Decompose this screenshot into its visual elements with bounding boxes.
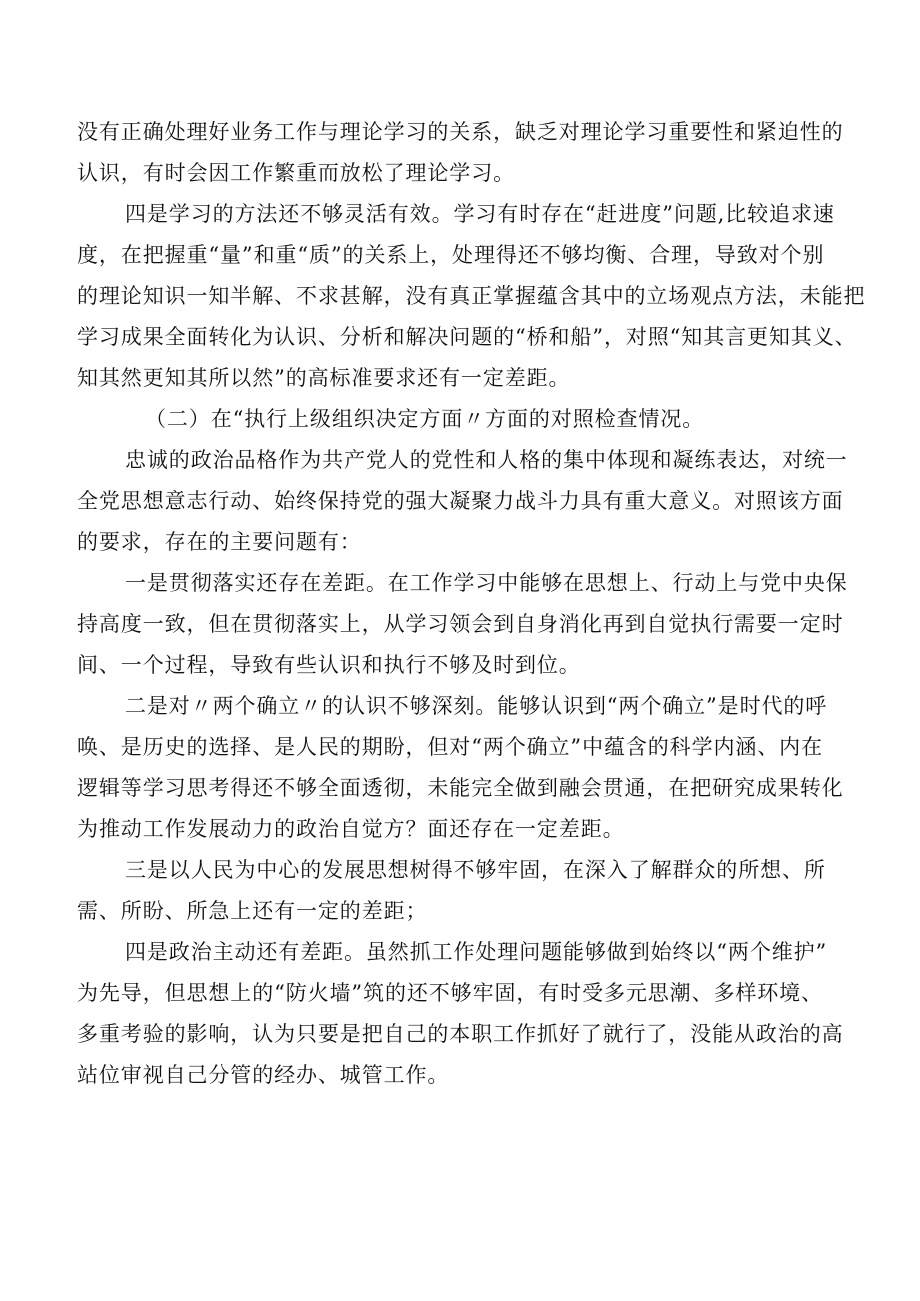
text-line: 逻辑等学习思考得还不够全面透彻，未能完全做到融会贯通，在把研究成果转化 [77, 776, 844, 800]
text-line: 的要求，存在的主要问题有： [77, 530, 362, 554]
text-line: 认识，有时会因工作繁重而放松了理论学习。 [77, 161, 515, 185]
paragraph-start-line: 三是以人民为中心的发展思想树得不够牢固，在深入了解群众的所想、所 [125, 858, 826, 882]
document-body [77, 112, 866, 1096]
text-line: 度，在把握重“量”和重“质”的关系上，处理得还不够均衡、合理，导致对个别 [77, 243, 825, 267]
text-line: 站位审视自己分管的经办、城管工作。 [77, 1063, 450, 1087]
paragraph-start-line: 忠诚的政治品格作为共产党人的党性和人格的集中体现和凝练表达，对统一 [125, 448, 848, 472]
text-line: 持高度一致，但在贯彻落实上，从学习领会到自身消化再到自觉执行需要一定时 [77, 612, 844, 636]
paragraph-start-line: 四是政治主动还有差距。虽然抓工作处理问题能够做到始终以“两个维护” [125, 940, 828, 964]
text-line: 全党思想意志行动、始终保持党的强大凝聚力战斗力具有重大意义。对照该方面 [77, 489, 844, 513]
text-line: 没有正确处理好业务工作与理论学习的关系，缺乏对理论学习重要性和紧迫性的 [77, 120, 844, 144]
text-line: 学习成果全面转化为认识、分析和解决问题的“桥和船”，对照“知其言更知其义、 [77, 325, 857, 349]
text-line: 需、所盼、所急上还有一定的差距； [77, 899, 428, 923]
text-line: 间、一个过程，导致有些认识和执行不够及时到位。 [77, 653, 581, 677]
text-line: 为先导，但思想上的“防火墙”筑的还不够牢固，有时受多元思潮、多样环境、 [77, 981, 823, 1005]
section-heading: （二）在“执行上级组织决定方面〃方面的对照检查情况。 [145, 407, 705, 431]
text-line: 唤、是历史的选择、是人民的期盼，但对“两个确立”中蕴含的科学内涵、内在 [77, 735, 823, 759]
paragraph-start-line: 一是贯彻落实还存在差距。在工作学习中能够在思想上、行动上与党中央保 [125, 571, 848, 595]
text-line: 多重考验的影响，认为只要是把自己的本职工作抓好了就行了，没能从政治的高 [77, 1022, 844, 1046]
paragraph-start-line: 二是对〃两个确立〃的认识不够深刻。能够认识到“两个确立”是时代的呼 [125, 694, 828, 718]
text-line: 为推动工作发展动力的政治自觉方？面还存在一定差距。 [77, 817, 625, 841]
text-line: 知其然更知其所以然”的高标准要求还有一定差距。 [77, 366, 571, 390]
text-line: 的理论知识一知半解、不求甚解，没有真正掌握蕴含其中的立场观点方法，未能把 [77, 284, 866, 308]
paragraph-start-line: 四是学习的方法还不够灵活有效。学习有时存在“赶进度”问题,比较追求速 [125, 202, 835, 226]
